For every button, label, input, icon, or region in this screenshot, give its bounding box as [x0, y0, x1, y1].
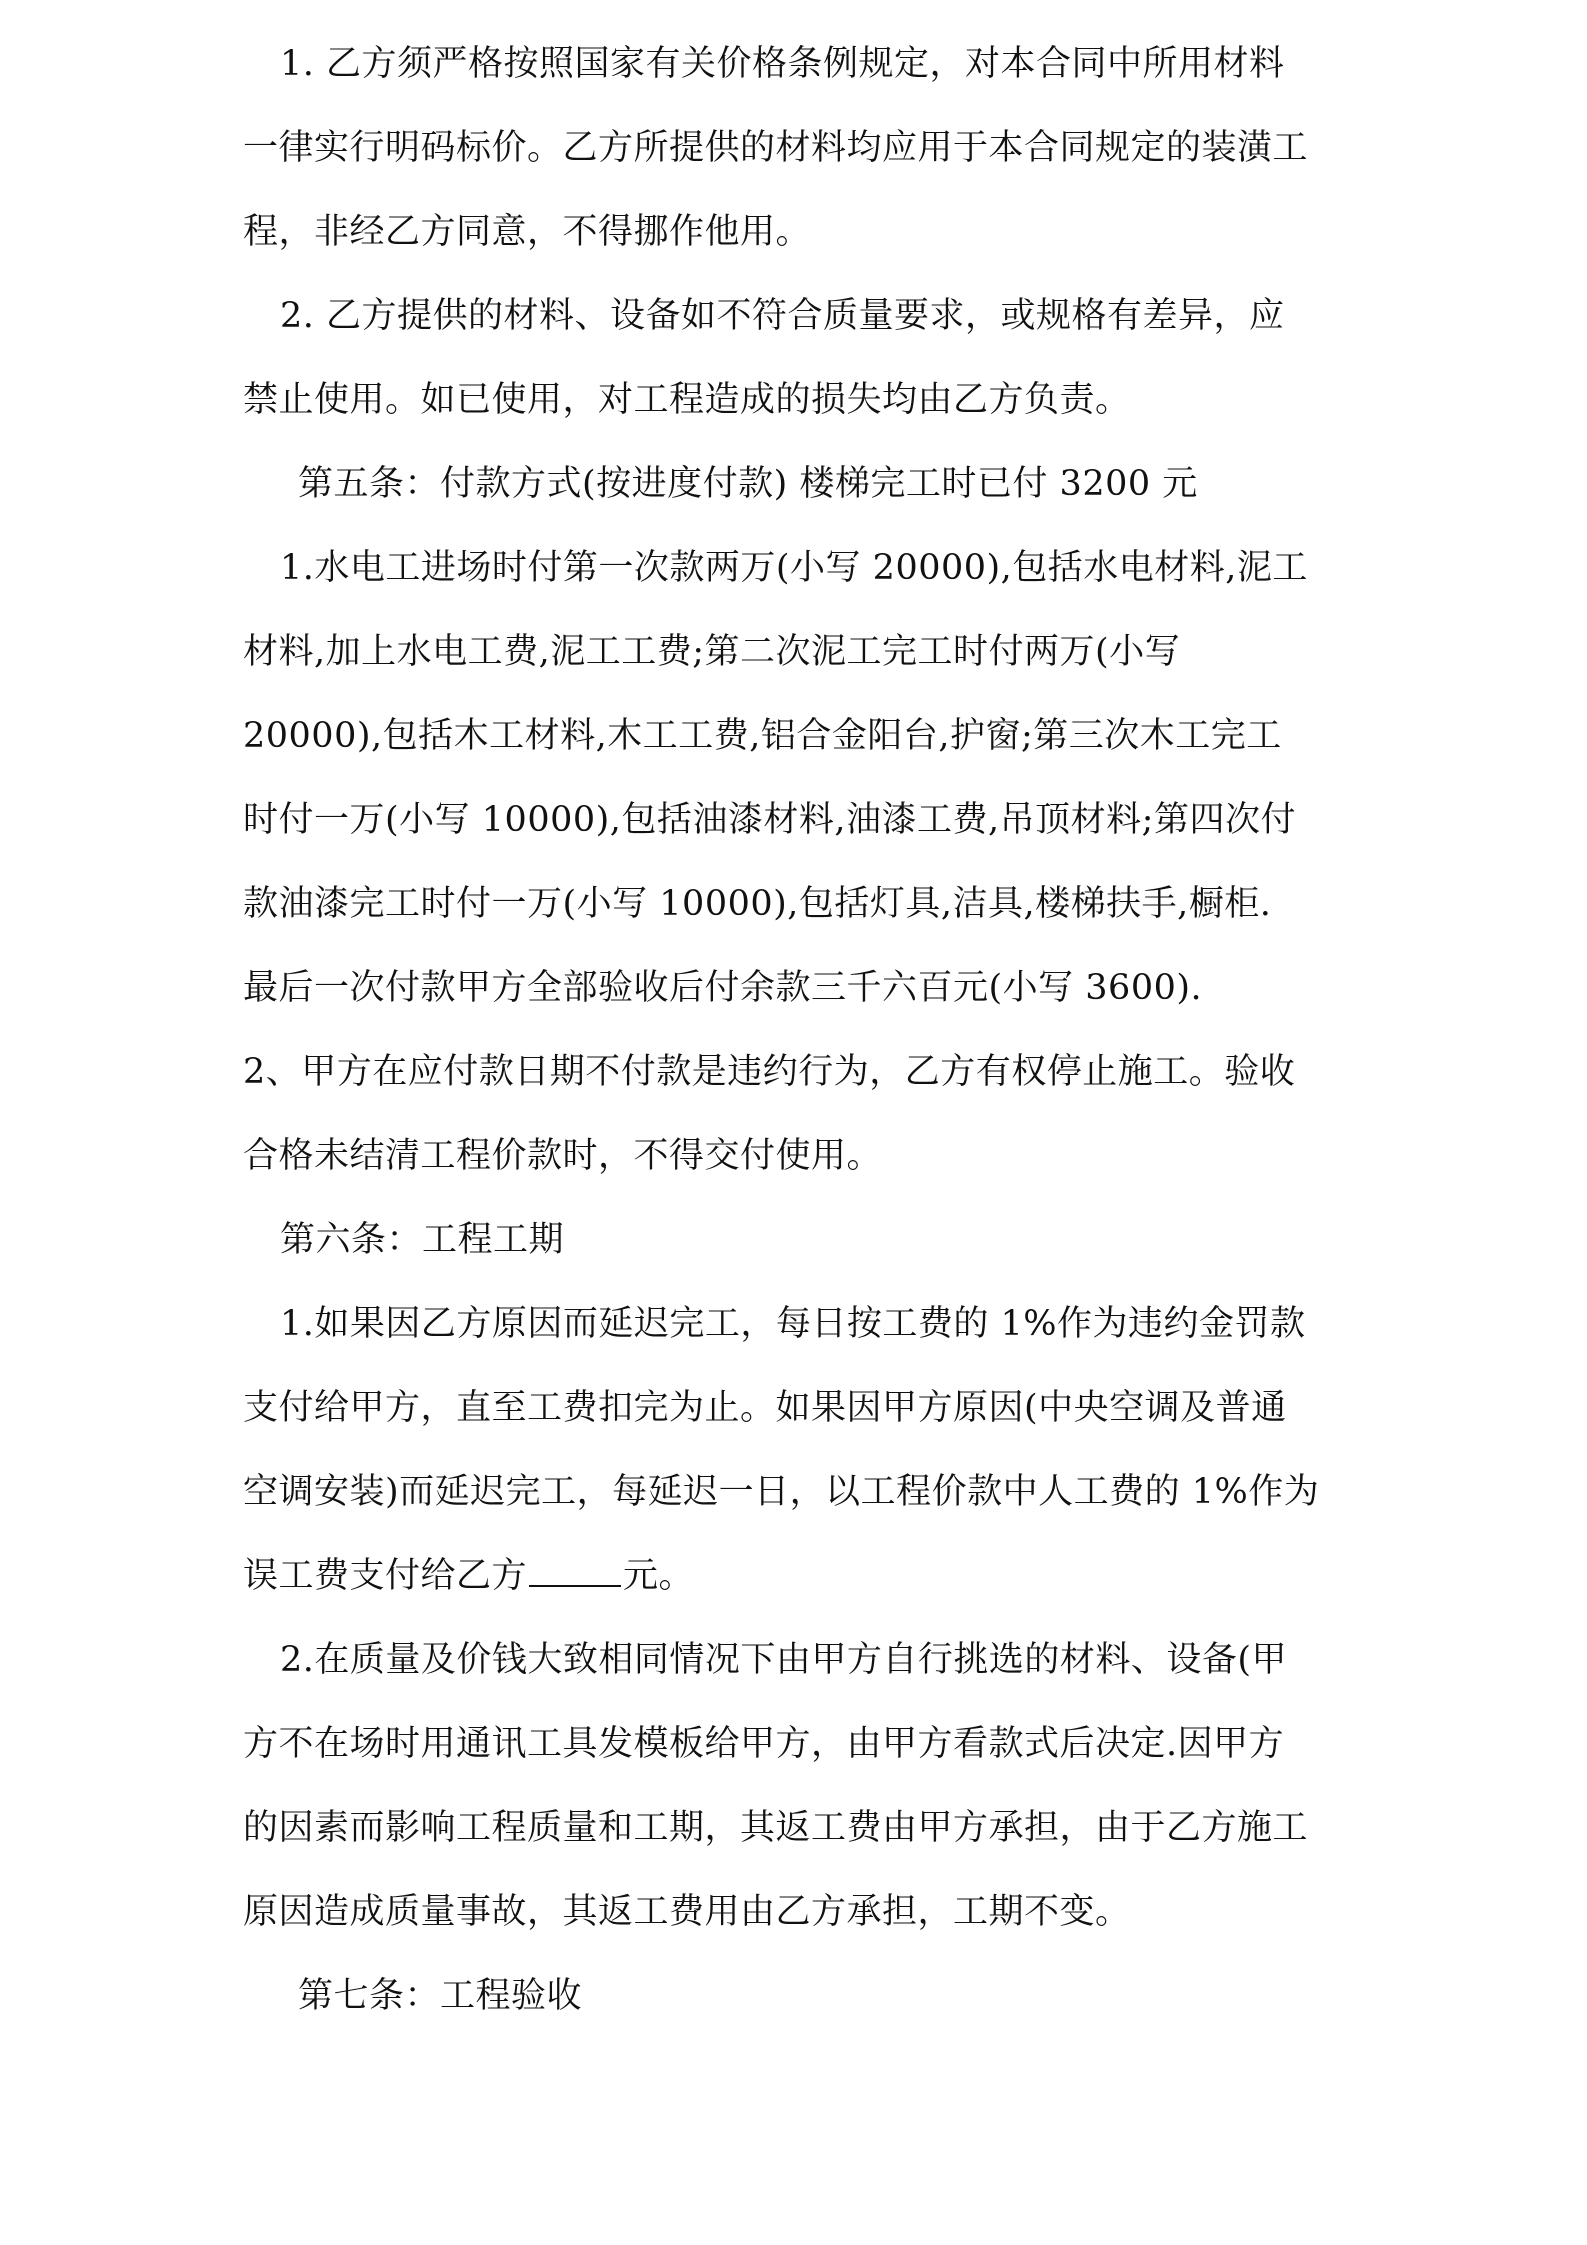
article5-item1-line2: 材料,加上水电工费,泥工工费;第二次泥工完工时付两万(小写 — [243, 632, 1181, 672]
article5-item1-line1: 1.水电工进场时付第一次款两万(小写 20000),包括水电材料,泥工 — [280, 548, 1308, 588]
article6-item1-line1: 1.如果因乙方原因而延迟完工，每日按工费的 1%作为违约金罚款 — [280, 1304, 1306, 1344]
article5-item1-line6: 最后一次付款甲方全部验收后付余款三千六百元(小写 3600). — [243, 968, 1203, 1008]
article5-item1-line3: 20000),包括木工材料,木工工费,铝合金阳台,护窗;第三次木工完工 — [243, 716, 1282, 756]
article5-item1-line4: 时付一万(小写 10000),包括油漆材料,油漆工费,吊顶材料;第四次付 — [243, 800, 1296, 840]
fill-in-blank — [529, 1553, 621, 1587]
article6-item1-line2: 支付给甲方，直至工费扣完为止。如果因甲方原因(中央空调及普通 — [243, 1388, 1287, 1428]
article6-item2-line3: 的因素而影响工程质量和工期，其返工费由甲方承担，由于乙方施工 — [243, 1808, 1309, 1848]
article5-item2-line1: 2、甲方在应付款日期不付款是违约行为，乙方有权停止施工。验收 — [243, 1052, 1296, 1092]
clause4-item1-line2: 一律实行明码标价。乙方所提供的材料均应用于本合同规定的装潢工 — [243, 128, 1309, 168]
article7-heading: 第七条：工程验收 — [298, 1976, 583, 2016]
clause4-item2-line2: 禁止使用。如已使用，对工程造成的损失均由乙方负责。 — [243, 380, 1131, 420]
article5-heading: 第五条：付款方式(按进度付款) 楼梯完工时已付 3200 元 — [298, 464, 1198, 504]
article6-item2-line1: 2.在质量及价钱大致相同情况下由甲方自行挑选的材料、设备(甲 — [280, 1640, 1288, 1680]
article5-item2-line2: 合格未结清工程价款时，不得交付使用。 — [243, 1136, 883, 1176]
clause4-item1-line3: 程，非经乙方同意，不得挪作他用。 — [243, 212, 812, 252]
article6-item2-line4: 原因造成质量事故，其返工费用由乙方承担，工期不变。 — [243, 1892, 1131, 1932]
article6-item1-line4-prefix: 误工费支付给乙方 — [243, 1556, 528, 1596]
article6-item1-line4-suffix: 元。 — [623, 1556, 695, 1596]
article6-item1-line4 — [243, 1552, 694, 1600]
article6-item2-line2: 方不在场时用通讯工具发模板给甲方，由甲方看款式后决定.因甲方 — [243, 1724, 1285, 1764]
clause4-item1-line1: 1. 乙方须严格按照国家有关价格条例规定，对本合同中所用材料 — [280, 44, 1285, 84]
article6-heading: 第六条：工程工期 — [280, 1220, 565, 1260]
clause4-item2-line1: 2. 乙方提供的材料、设备如不符合质量要求，或规格有差异，应 — [280, 296, 1285, 336]
article5-item1-line5: 款油漆完工时付一万(小写 10000),包括灯具,洁具,楼梯扶手,橱柜. — [243, 884, 1272, 924]
article6-item1-line3: 空调安装)而延迟完工，每延迟一日，以工程价款中人工费的 1%作为 — [243, 1472, 1320, 1512]
